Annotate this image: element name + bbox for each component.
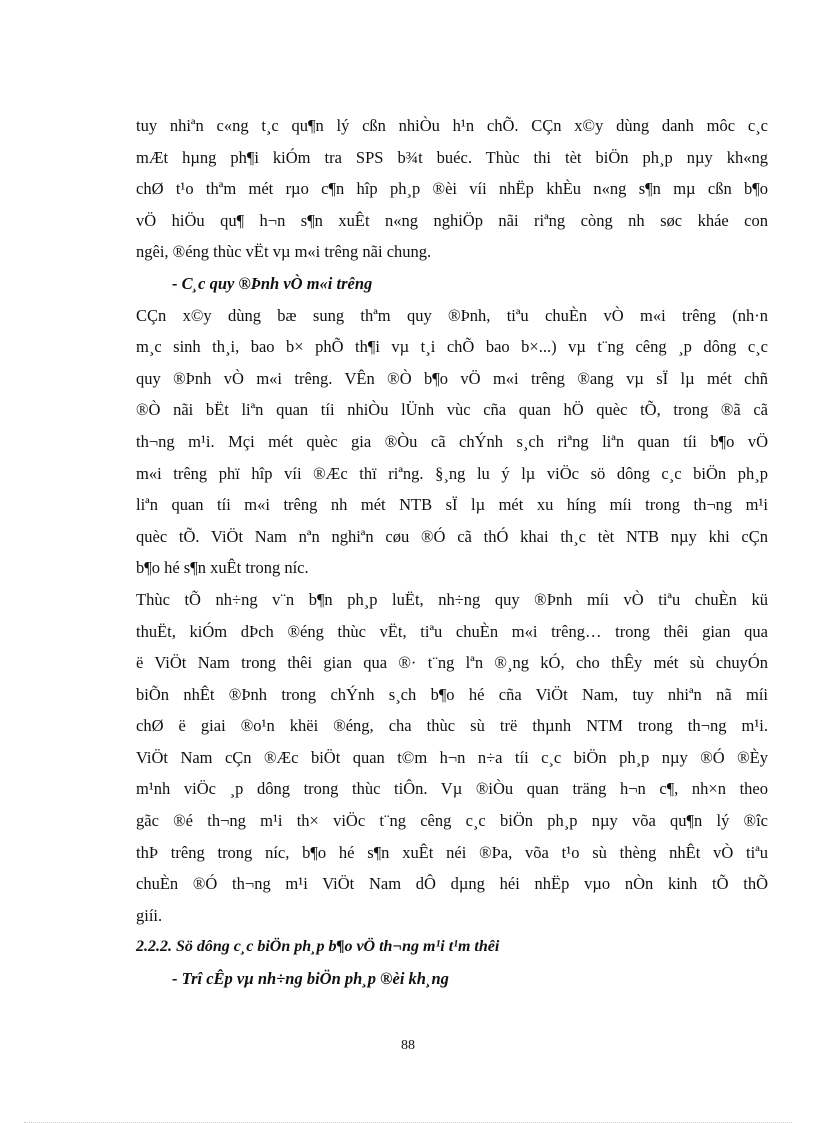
text-line: m«i trêng phï hîp víi ®Æc thï riªng. §¸ng lu ý lµ viÖc sö dông c¸c biÖn ph¸p bbox=[136, 463, 768, 483]
text-line: chuÈn ®Ó th¬ng m¹i ViÖt Nam dÔ dµng héi nhËp vµo nÒn kinh tÕ thÕ bbox=[136, 874, 768, 894]
text-line: thÞ trêng trong níc, b¶o hé s¶n xuÊt néi ®Þa, võa t¹o sù thèng nhÊt vÒ tiªu bbox=[136, 842, 768, 862]
text-line: m¸c sinh th¸i, bao b× phÕ th¶i vµ t¸i chÕ bao b×...) vµ t¨ng cêng ¸p dông c¸c bbox=[136, 337, 768, 357]
text-line: Thùc tÕ nh÷ng v¨n b¶n ph¸p luËt, nh÷ng quy ®Þnh míi vÒ tiªu chuÈn kü bbox=[136, 589, 768, 609]
text-line: quy ®Þnh vÒ m«i trêng. VÊn ®Ò b¶o vÖ m«i trêng ®ang vµ sÏ lµ mét chñ bbox=[136, 368, 768, 388]
text-line: quèc tÕ. ViÖt Nam nªn nghiªn cøu ®Ó cã thÓ khai th¸c tèt NTB nµy khi cÇn bbox=[136, 526, 768, 546]
section-heading-environment: - C¸c quy ®Þnh vÒ m«i trêng bbox=[172, 273, 373, 293]
text-line: liªn quan tíi m«i trêng nh mét NTB sÏ lµ mét xu híng míi trong th¬ng m¹i bbox=[136, 495, 768, 515]
page-number: 88 bbox=[401, 1038, 415, 1053]
text-line: thuËt, kiÓm dÞch ®éng thùc vËt, tiªu chuÈn m«i trêng… trong thêi gian qua bbox=[136, 621, 768, 641]
body-text bbox=[136, 110, 768, 995]
text-line: b¶o hé s¶n xuÊt trong níc. bbox=[136, 558, 309, 578]
text-line: ViÖt Nam cÇn ®Æc biÖt quan t©m h¬n n÷a tíi c¸c biÖn ph¸p nµy ®Ó ®Èy bbox=[136, 747, 768, 767]
text-line: CÇn x©y dùng bæ sung thªm quy ®Þnh, tiªu chuÈn vÒ m«i trêng (nh·n bbox=[136, 305, 768, 325]
text-line: biÕn nhÊt ®Þnh trong chÝnh s¸ch b¶o hé cña ViÖt Nam, tuy nhiªn nã míi bbox=[136, 684, 768, 704]
text-line: gãc ®é th¬ng m¹i th× viÖc t¨ng cêng c¸c biÖn ph¸p nµy võa qu¶n lý ®îc bbox=[136, 811, 768, 831]
text-line: vÖ hiÖu qu¶ h¬n s¶n xuÊt n«ng nghiÖp nãi riªng còng nh søc kháe con bbox=[136, 210, 768, 230]
text-line: chØ t¹o thªm mét rµo c¶n hîp ph¸p ®èi víi nhËp khÈu n«ng s¶n mµ cßn b¶o bbox=[136, 179, 768, 199]
text-line: giíi. bbox=[136, 905, 163, 925]
text-line: ®Ò nãi bËt liªn quan tíi nhiÒu lÜnh vùc cña quan hÖ quèc tÕ, trong ®ã cã bbox=[136, 400, 768, 420]
text-line: m¹nh viÖc ¸p dông trong thùc tiÔn. Vµ ®iÒu quan träng h¬n c¶, nh×n theo bbox=[136, 779, 768, 799]
text-line: tuy nhiªn c«ng t¸c qu¶n lý cßn nhiÒu h¹n chÕ. CÇn x©y dùng danh môc c¸c bbox=[136, 116, 768, 135]
paragraph-2 bbox=[136, 300, 768, 584]
text-line: chØ ë giai ®o¹n khëi ®éng, cha thùc sù trë thµnh NTM trong th¬ng m¹i. bbox=[136, 716, 768, 736]
section-heading-2-2-2: 2.2.2. Sö dông c¸c biÖn ph¸p b¶o vÖ th¬ng m¹i t¹m thêi bbox=[136, 938, 500, 956]
paragraph-1 bbox=[136, 110, 768, 268]
text-line: mÆt hµng ph¶i kiÓm tra SPS b¾t buéc. Thùc thi tèt biÖn ph¸p nµy kh«ng bbox=[136, 147, 768, 167]
text-line: th¬ng m¹i. Mçi mét quèc gia ®Òu cã chÝnh s¸ch riªng liªn quan tíi b¶o vÖ bbox=[136, 431, 768, 451]
text-line: ë ViÖt Nam trong thêi gian qua ®· t¨ng lªn ®¸ng kÓ, cho thÊy mét sù chuyÓn bbox=[136, 653, 768, 673]
section-heading-subsidy: - Trî cÊp vµ nh÷ng biÖn ph¸p ®èi kh¸ng bbox=[172, 969, 449, 989]
paragraph-3 bbox=[136, 584, 768, 932]
text-line: ngêi, ®éng thùc vËt vµ m«i trêng nãi chung. bbox=[136, 242, 432, 262]
